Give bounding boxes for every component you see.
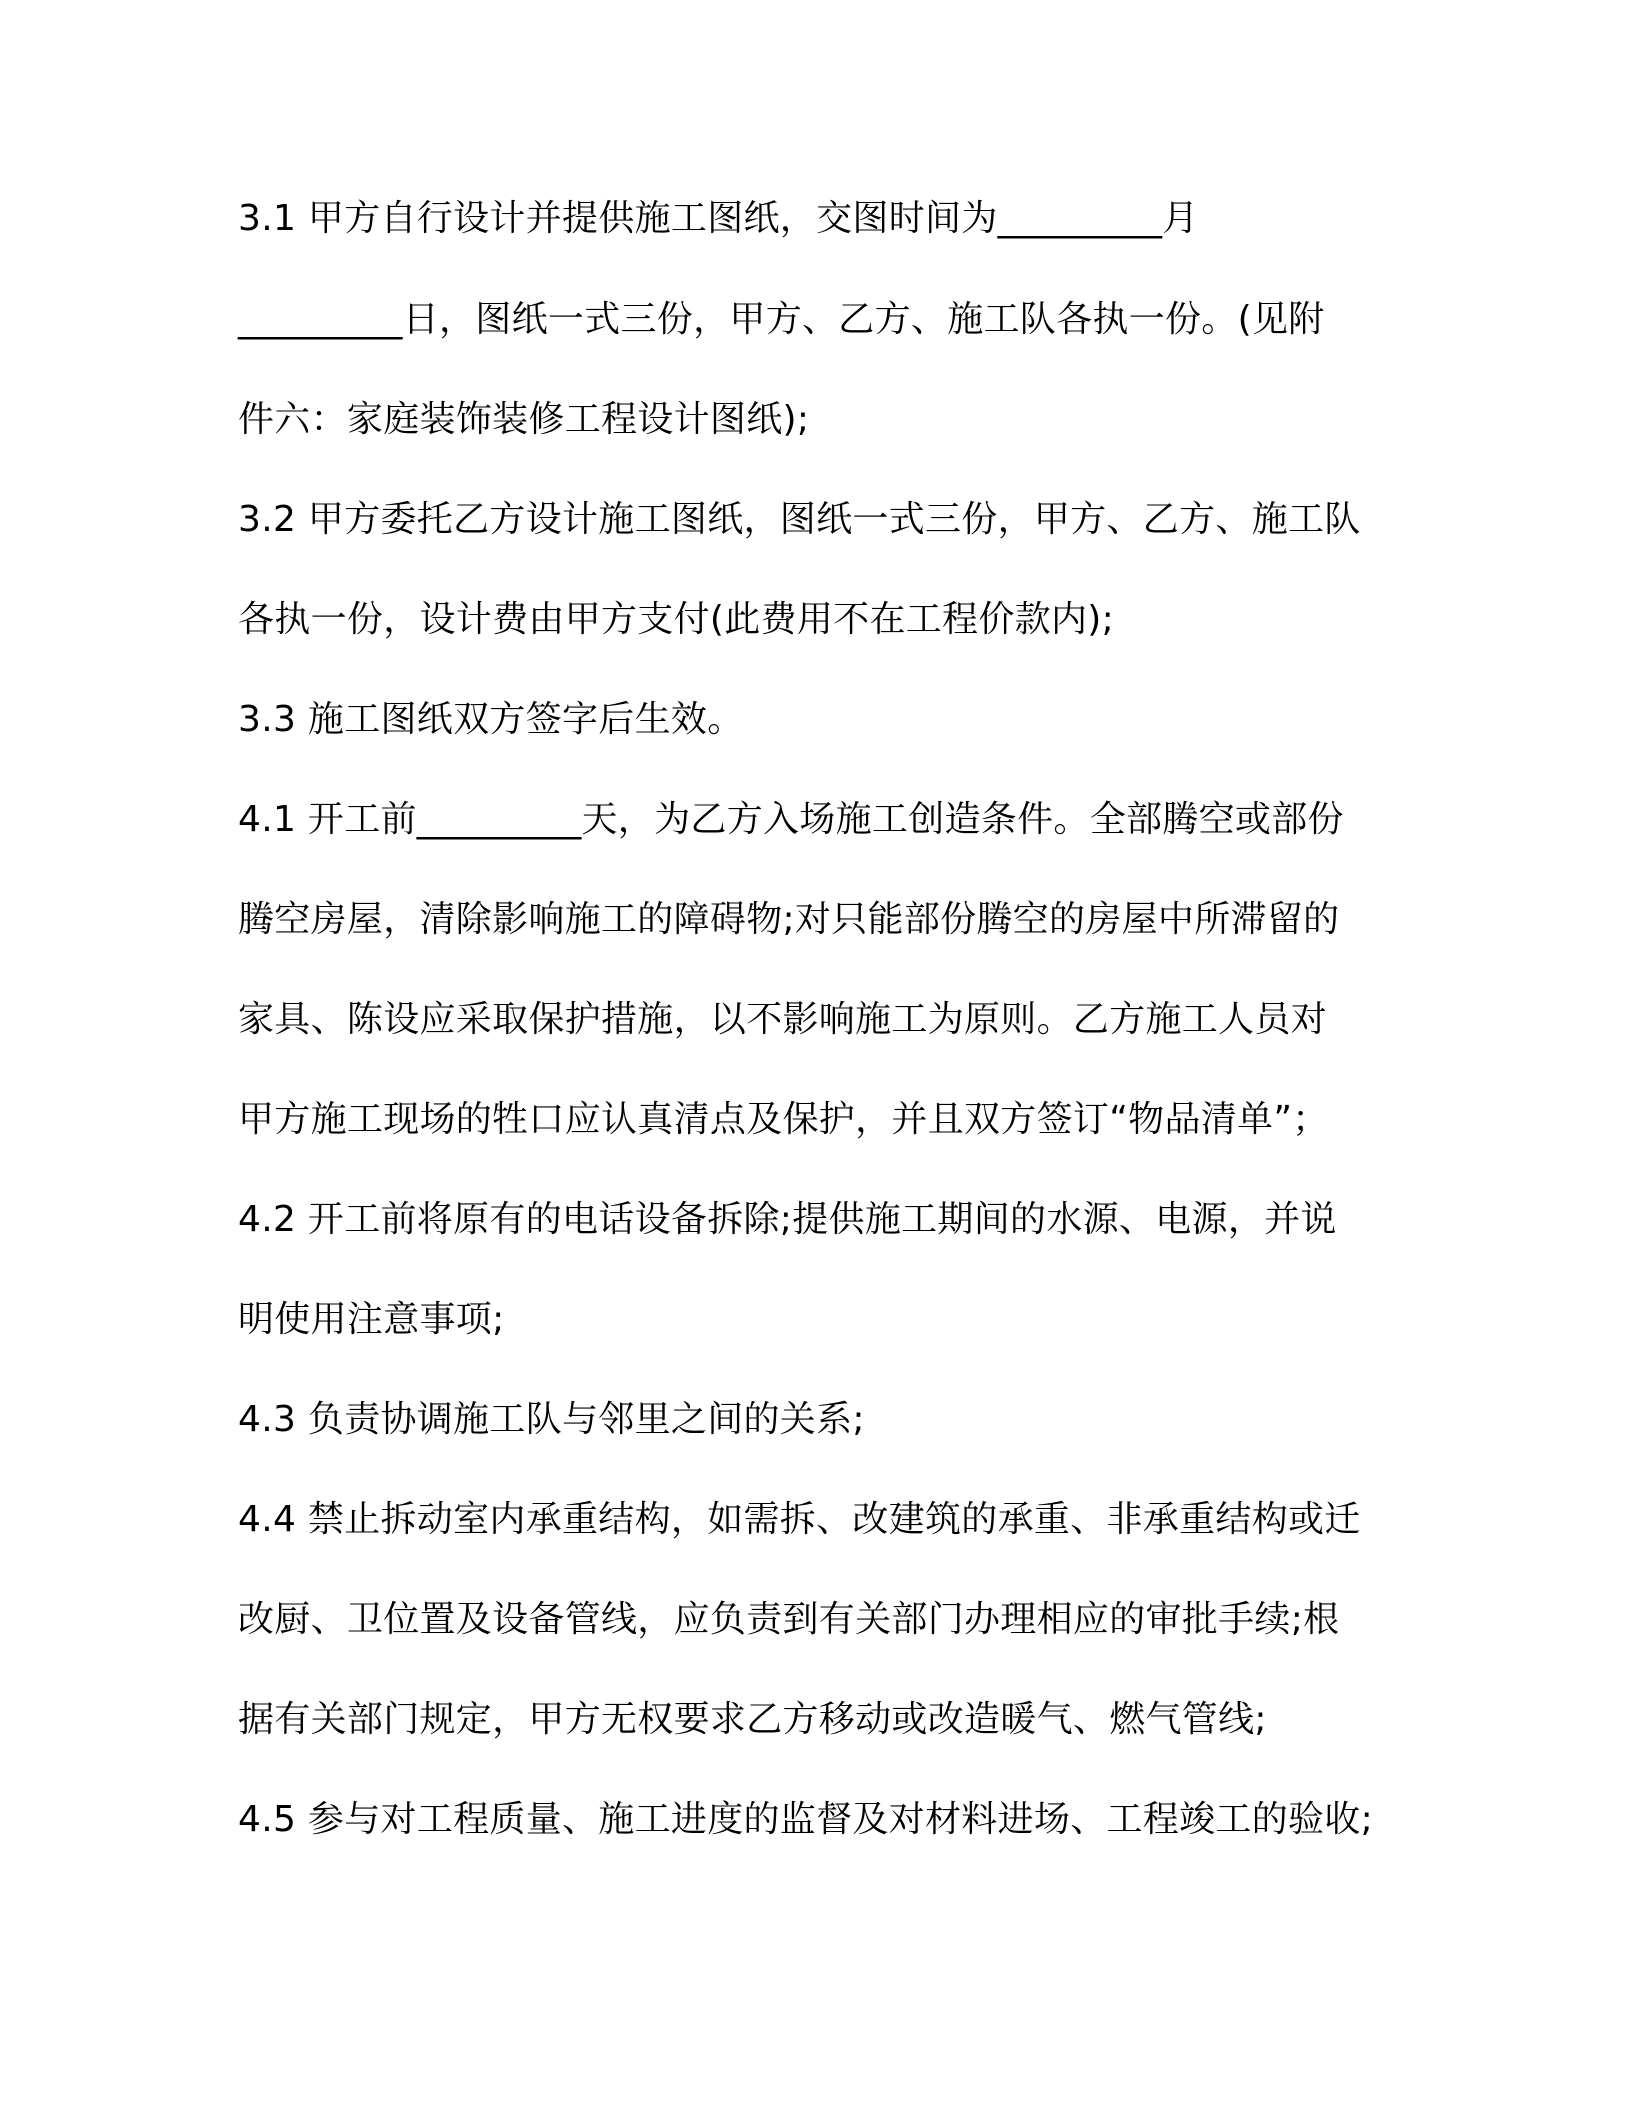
text-line-4-1-cont-2: 家具、陈设应采取保护措施，以不影响施工为原则。乙方施工人员对 xyxy=(238,999,1328,1040)
text-line-4-2-cont: 明使用注意事项; xyxy=(238,1299,505,1340)
text-line-4-1: 4.1 开工前_________天，为乙方入场施工创造条件。全部腾空或部份 xyxy=(238,799,1344,840)
text-line-3-1-cont: _________日，图纸一式三份，甲方、乙方、施工队各执一份。(见附 xyxy=(238,299,1325,340)
text-line-3-2: 3.2 甲方委托乙方设计施工图纸，图纸一式三份，甲方、乙方、施工队 xyxy=(238,499,1361,540)
text-line-4-1-cont-1: 腾空房屋，清除影响施工的障碍物;对只能部份腾空的房屋中所滞留的 xyxy=(238,899,1340,940)
text-line-4-4-cont-1: 改厨、卫位置及设备管线，应负责到有关部门办理相应的审批手续;根 xyxy=(238,1599,1340,1640)
text-line-4-5: 4.5 参与对工程质量、施工进度的监督及对材料进场、工程竣工的验收; xyxy=(238,1799,1374,1840)
text-line-3-2-cont: 各执一份，设计费由甲方支付(此费用不在工程价款内); xyxy=(238,599,1115,640)
text-line-3-1: 3.1 甲方自行设计并提供施工图纸，交图时间为_________月 xyxy=(238,198,1199,239)
text-line-3-1-end: 件六：家庭装饰装修工程设计图纸); xyxy=(238,399,810,440)
text-line-4-4: 4.4 禁止拆动室内承重结构，如需拆、改建筑的承重、非承重结构或迁 xyxy=(238,1499,1361,1540)
text-line-4-1-cont-3: 甲方施工现场的牲口应认真清点及保护，并且双方签订“物品清单”； xyxy=(238,1099,1329,1140)
text-line-4-2: 4.2 开工前将原有的电话设备拆除;提供施工期间的水源、电源，并说 xyxy=(238,1199,1337,1240)
text-line-4-4-cont-2: 据有关部门规定，甲方无权要求乙方移动或改造暖气、燃气管线; xyxy=(238,1699,1267,1740)
text-line-3-3: 3.3 施工图纸双方签字后生效。 xyxy=(238,699,744,740)
text-line-4-3: 4.3 负责协调施工队与邻里之间的关系; xyxy=(238,1399,865,1440)
